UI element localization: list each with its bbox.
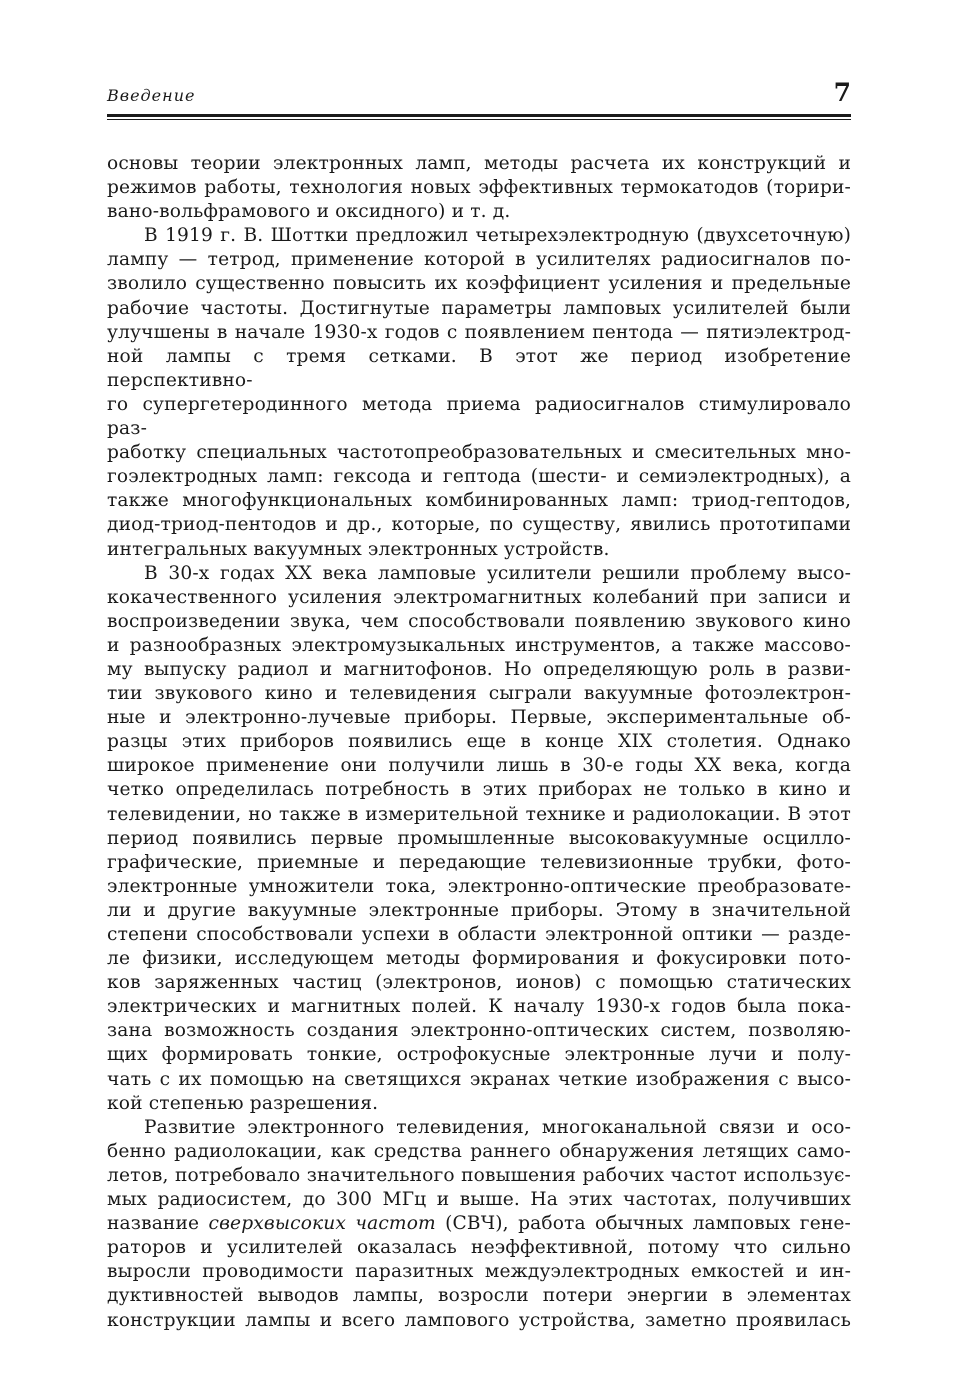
text-line: выросли проводимости паразитных междуэлектродных емкостей и ин-	[107, 1261, 851, 1283]
text-line: кокачественного усиления электромагнитных колебаний при записи и	[107, 586, 851, 608]
header-rule-thick	[107, 114, 851, 117]
text-line: Развитие электронного телевидения, многоканальной связи и осо-	[144, 1116, 851, 1138]
text-line: щих формировать тонкие, острофокусные электронные лучи и полу-	[107, 1044, 851, 1066]
text-line: ной лампы с тремя сетками. В этот же период изобретение перспективно-	[107, 345, 851, 391]
text-line: бенно радиолокации, как средства раннего обнаружения летящих само-	[107, 1140, 851, 1162]
text-line: В 30-х годах XX века ламповые усилители решили проблему высо-	[144, 562, 851, 584]
text-line: также многофункциональных комбинированных ламп: триод-гептодов,	[107, 490, 851, 512]
text-line: дуктивностей выводов лампы, возросли потери энергии в элементах	[107, 1285, 851, 1307]
text-line: период появились первые промышленные высоковакуумные осцилло-	[107, 827, 851, 849]
text-line: режимов работы, технология новых эффективных термокатодов (торири-	[107, 177, 851, 199]
text-line: электронные умножители тока, электронно-оптические преобразовате-	[107, 875, 851, 897]
page-number: 7	[833, 78, 851, 107]
text-line	[107, 1212, 851, 1236]
text-line: графические, приемные и передающие телевизионные трубки, фото-	[107, 851, 851, 873]
text-line: работку специальных частотопреобразовательных и смесительных мно-	[107, 442, 851, 464]
section-title: Введение	[107, 86, 196, 105]
text-line: раторов и усилителей оказалась неэффективной, потому что сильно	[107, 1237, 851, 1259]
text-line: В 1919 г. В. Шоттки предложил четырехэлектродную (двухсеточную)	[144, 225, 851, 247]
text-line: степени способствовали успехи в области электронной оптики — разде-	[107, 924, 851, 945]
text-line: широкое применение они получили лишь в 30-е годы XX века, когда	[107, 755, 851, 777]
text-line: диод-триод-пентодов и др., которые, по существу, явились прототипами	[107, 514, 851, 536]
text-run: название	[107, 1213, 209, 1235]
text-line: основы теории электронных ламп, методы расчета их конструкций и	[107, 153, 851, 174]
text-line: го супергетеродинного метода приема радиосигналов стимулировало раз-	[107, 393, 851, 440]
text-line: рабочие частоты. Достигнутые параметры ламповых усилителей были	[107, 297, 851, 319]
text-line: зана возможность создания электронно-оптических систем, позволяю-	[107, 1020, 851, 1042]
text-run: (СВЧ), работа обычных ламповых гене-	[435, 1213, 851, 1235]
text-line: ли и другие вакуумные электронные приборы. Этому в значительной	[107, 899, 851, 921]
text-line: кой степенью разрешения.	[107, 1092, 379, 1114]
emphasis-term: сверхвысоких частот	[208, 1213, 436, 1235]
text-line: интегральных вакуумных электронных устройств.	[107, 538, 610, 560]
text-line: электрических и магнитных полей. К началу 1930-х годов была пока-	[107, 996, 851, 1018]
body-text	[107, 152, 851, 1333]
text-line: четко определилась потребность в этих приборах не только в кино и	[107, 779, 851, 801]
text-line: гоэлектродных ламп: гексода и гептода (шести- и семиэлектродных), а	[107, 466, 851, 488]
text-line: улучшены в начале 1930-х годов с появлением пентода — пятиэлектрод-	[107, 321, 851, 343]
header-rule-thin	[107, 119, 851, 120]
text-line: му выпуску радиол и магнитофонов. Но определяющую роль в разви-	[107, 658, 851, 680]
text-line: мых радиосистем, до 300 МГц и выше. На этих частотах, получивших	[107, 1189, 851, 1211]
text-line: конструкции лампы и всего лампового устройства, заметно проявилась	[107, 1309, 851, 1331]
text-line: ные и электронно-лучевые приборы. Первые, экспериментальные об-	[107, 707, 851, 729]
text-line: разцы этих приборов появились еще в конце XIX столетия. Однако	[107, 731, 851, 753]
text-line: ков заряженных частиц (электронов, ионов) с помощью статических	[107, 972, 851, 994]
running-head	[107, 78, 851, 110]
text-line: летов, потребовало значительного повышения рабочих частот использує-	[107, 1164, 851, 1186]
text-line: лампу — тетрод, применение которой в усилителях радиосигналов по-	[107, 249, 851, 271]
text-line: тии звукового кино и телевидения сыграли вакуумные фотоэлектрон-	[107, 683, 851, 705]
text-line: телевидении, но также в измерительной технике и радиолокации. В этот	[107, 803, 851, 825]
text-line: ле физики, исследующем методы формирования и фокусировки пото-	[107, 948, 851, 970]
text-line: вано-вольфрамового и оксидного) и т. д.	[107, 201, 511, 223]
text-line: чать с их помощью на светящихся экранах четкие изображения с высо-	[107, 1068, 851, 1090]
text-line: и разнообразных электромузыкальных инструментов, а также массово-	[107, 634, 851, 656]
text-line: воспроизведении звука, чем способствовали появлению звукового кино	[107, 610, 851, 632]
text-line: зволило существенно повысить их коэффициент усиления и предельные	[107, 273, 851, 295]
